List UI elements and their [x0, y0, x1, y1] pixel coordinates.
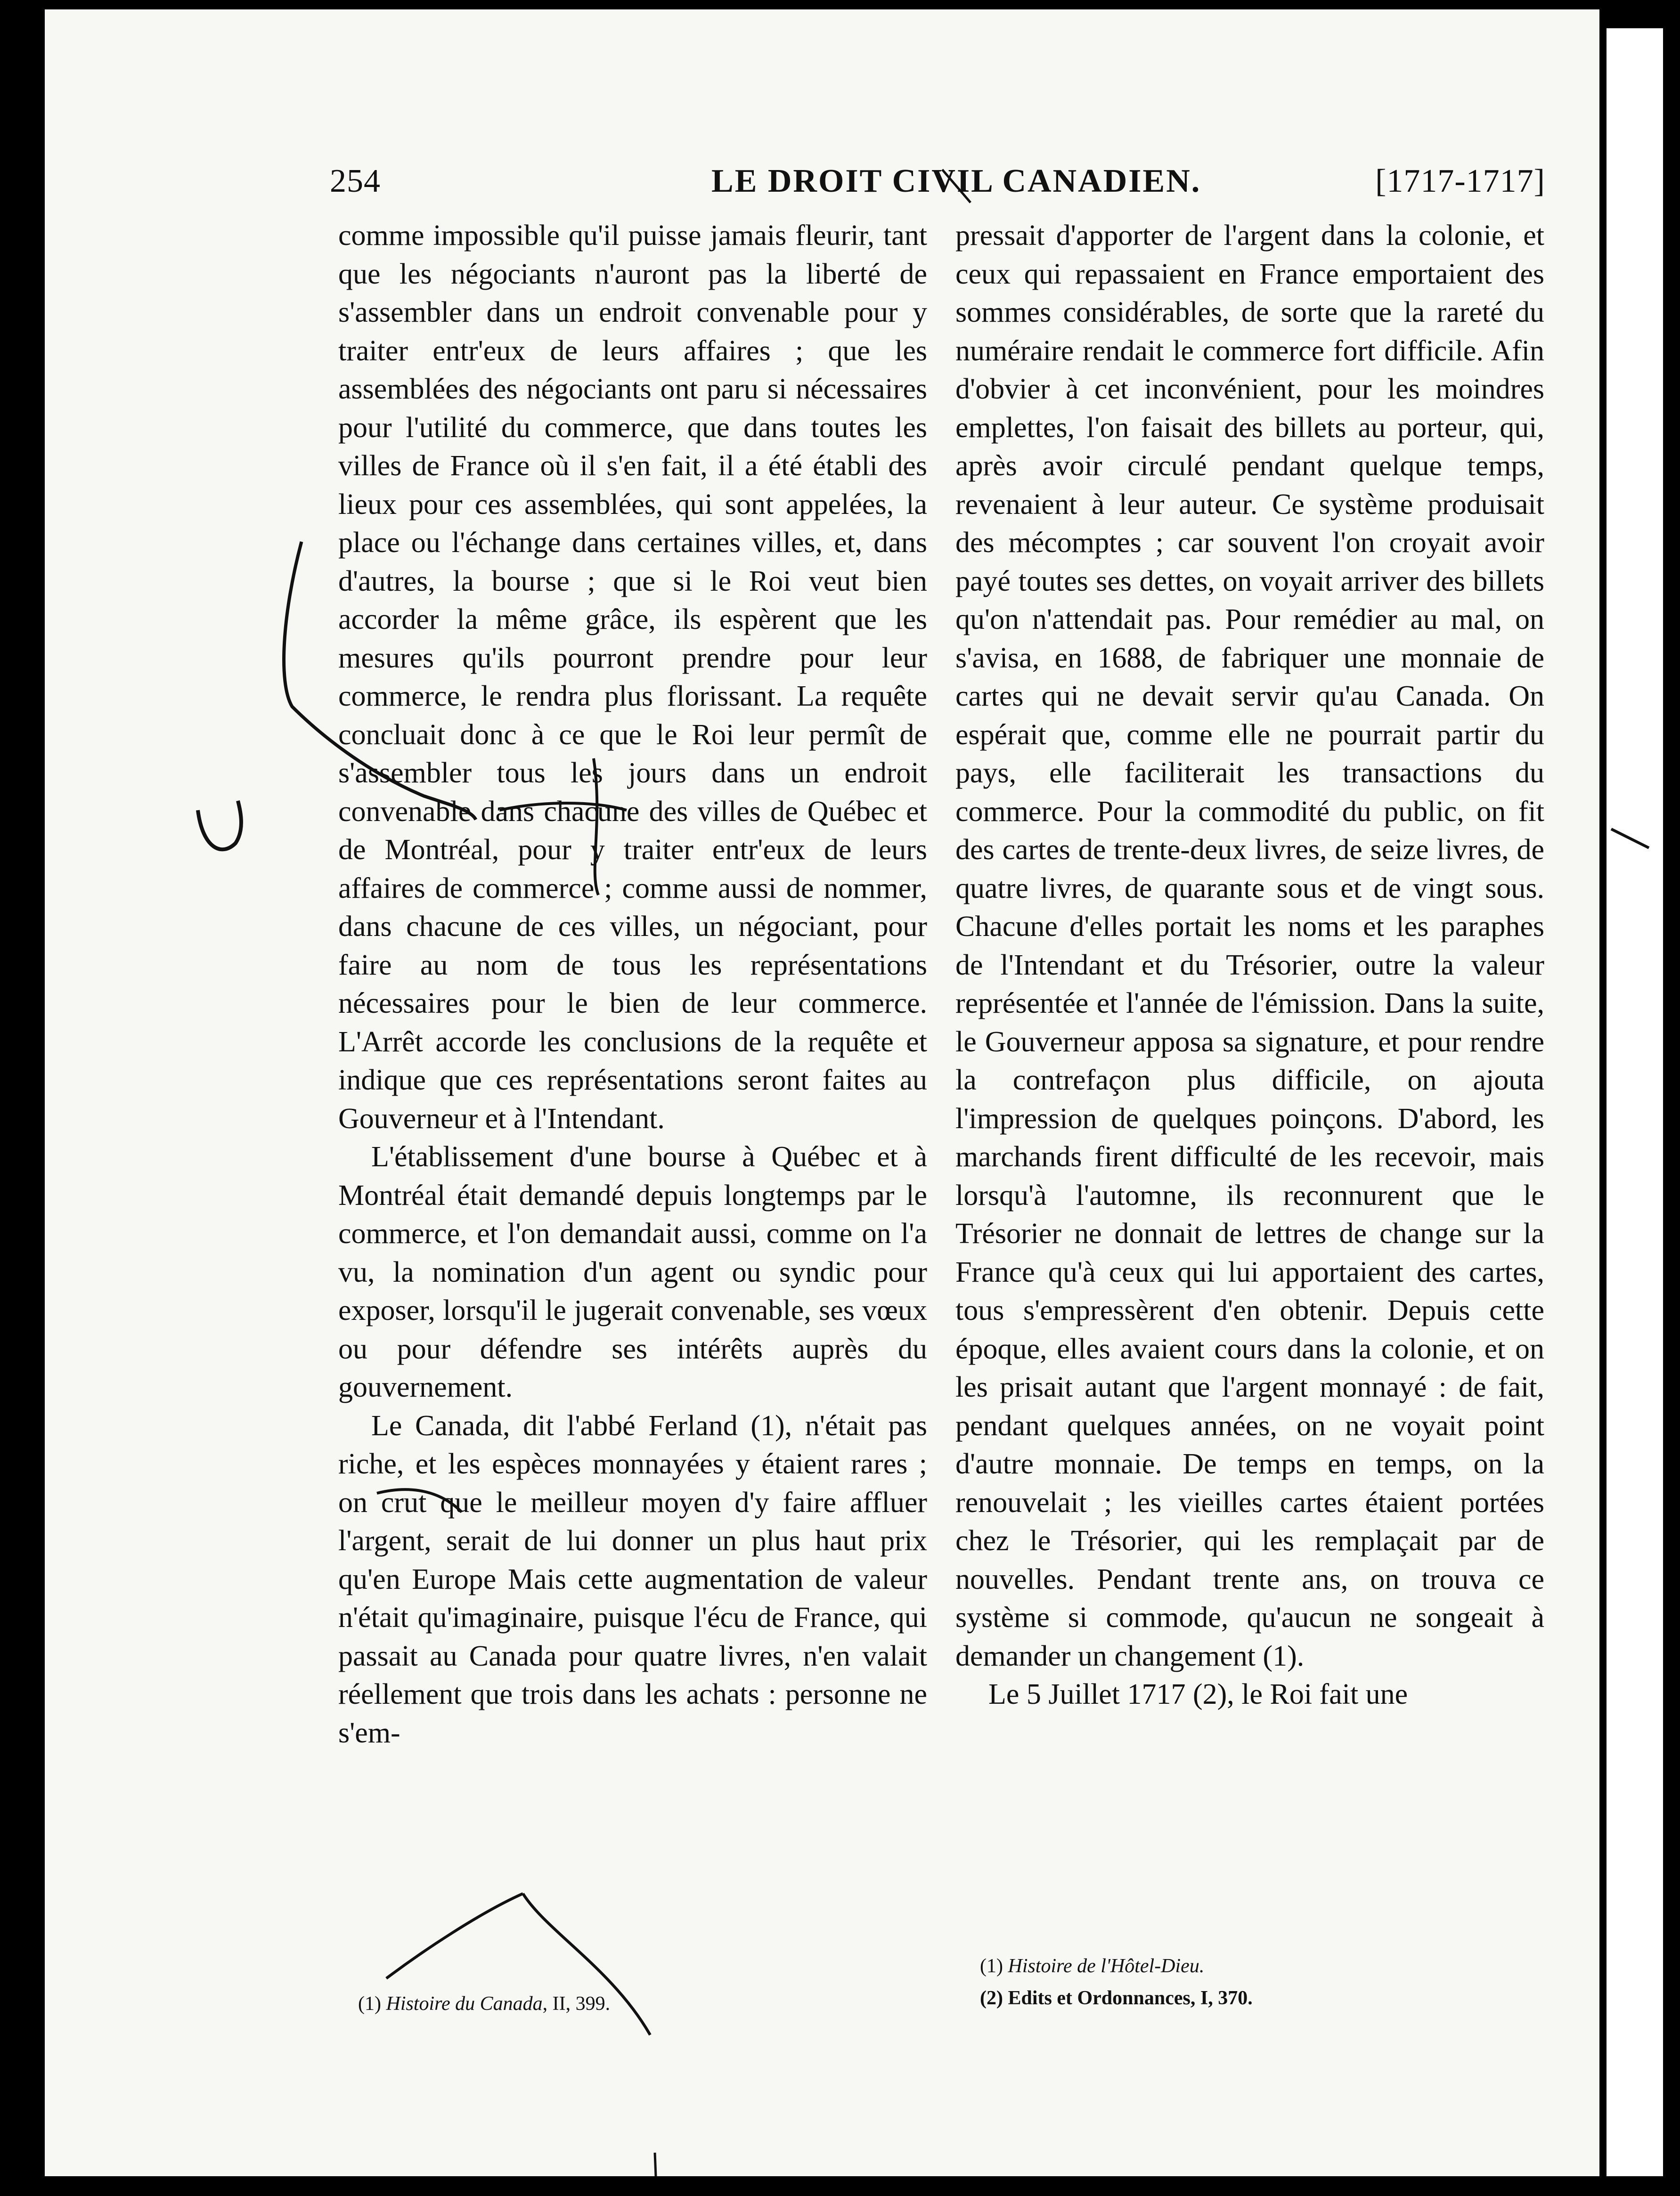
- left-paragraph-2: L'établissement d'une bourse à Québec et à Montréal était demandé depuis longtemps par le commerce, et l'on demandait aussi, comme on l'a vu, la nomination d'un agent ou syndic pour exposer, lorsqu'il le jugerait convenable, ses vœux ou pour défendre ses intérêts auprès du gouvernement.: [338, 1141, 927, 1403]
- left-paragraph-1: comme impossible qu'il puisse jamais fleurir, tant que les négociants n'auront pas la liberté de s'assembler dans un endroit convenable pour y traiter entr'eux de leurs affaires ; que les assemblées des négociants ont paru si nécessaires pour l'utilité du commerce, que dans toutes les villes de France où il s'en fait, il a été établi des lieux pour ces assemblées, qui sont appelées, la place ou l'échange dans certaines villes, et, dans d'autres, la bourse ; que si le Roi veut bien accorder la même grâce, ils espèrent que les mesures qu'ils pourront prendre pour leur commerce, le rendra plus florissant. La requête concluait donc à ce que le Roi leur permît de s'assembler tous les jours dans un endroit convenable dans chacune des villes de Québec et de Montréal, pour y traiter entr'eux de leurs affaires de commerce ; comme aussi de nommer, dans chacune de ces villes, un négociant, pour faire au nom de tous les représentations nécessaires pour le bien de leur commerce. L'Arrêt accorde les conclusions de la requête et indique que ces représentations seront faites au Gouverneur et à l'Intendant.: [338, 220, 927, 1135]
- footnote-item: [980, 1982, 1569, 2014]
- left-paragraph-3: Le Canada, dit l'abbé Ferland (1), n'était pas riche, et les espèces monnayées y étaient rares ; on crut que le meilleur moyen d'y faire affluer l'argent, serait de lui donner un plus haut prix qu'en Europe Mais cette augmentation de valeur n'était qu'imaginaire, puisque l'écu de France, qui passait au Canada pour quatre livres, n'en valait réellement que trois dans les achats : personne ne s'em-: [338, 1409, 927, 1749]
- footnote-title: Histoire du Canada: [386, 1993, 543, 2015]
- adjacent-page-edge: [1607, 28, 1663, 2176]
- year-range: [1717-1717]: [1375, 163, 1545, 199]
- running-title: LE DROIT CIVIL CANADIEN.: [711, 163, 1201, 199]
- footnote-number: (1): [980, 1955, 1003, 1977]
- footnote-number: (1): [358, 1993, 381, 2015]
- right-paragraph-1: pressait d'apporter de l'argent dans la colonie, et ceux qui repassaient en France emportaient des sommes considérables, de sorte que la rareté du numéraire rendait le commerce fort difficile. Afin d'obvier à cet inconvénient, pour les moindres emplettes, l'on faisait des billets au porteur, qui, après avoir circulé pendant quelque temps, revenaient à leur auteur. Ce système produisait des mécomptes ; car souvent l'on croyait avoir payé toutes ses dettes, on voyait arriver des billets qu'on n'attendait pas. Pour remédier au mal, on s'avisa, en 1688, de fabriquer une monnaie de cartes qui ne devait servir qu'au Canada. On espérait que, comme elle ne pourrait partir du pays, elle faciliterait les transactions du commerce. Pour la commodité du public, on fit des cartes de trente-deux livres, de seize livres, de quatre livres, de quarante sous et de vingt sous. Chacune d'elles portait les noms et les paraphes de l'Intendant et du Trésorier, outre la valeur représentée et l'année de l'émission. Dans la suite, le Gouverneur apposa sa signature, et pour rendre la contrefaçon plus difficile, on ajouta l'impression de quelques poinçons. D'abord, les marchands firent difficulté de les recevoir, mais lorsqu'à l'automne, ils reconnurent que le Trésorier ne donnait de lettres de change sur la France qu'à ceux qui lui apportaient des cartes, tous s'empressèrent d'en obtenir. Depuis cette époque, elles avaient cours dans la colonie, et on les prisait autant que l'argent monnayé : de fait, pendant quelques années, on ne voyait point d'autre monnaie. De temps en temps, on la renouvelait ; les vieilles cartes étaient portées chez le Trésorier, qui les remplaçait par de nouvelles. Pendant trente ans, on trouva ce système si commode, qu'aucun ne songeait à demander un changement (1).: [955, 220, 1544, 1672]
- footnote-left: [358, 1988, 947, 2020]
- footnote-item: [980, 1950, 1569, 1982]
- footnote-text: Edits et Ordonnances, I, 370.: [1008, 1987, 1253, 2009]
- footnote-ref: , II, 399.: [542, 1993, 611, 2015]
- footnotes-right: [980, 1950, 1569, 2014]
- footnote-title: Histoire de l'Hôtel-Dieu.: [1008, 1955, 1205, 1977]
- footnote-number: (2): [980, 1987, 1003, 2009]
- left-column: [338, 217, 927, 1752]
- page-number: 254: [330, 163, 381, 199]
- running-head: [330, 163, 1545, 210]
- right-column: [955, 217, 1544, 1714]
- right-paragraph-2: Le 5 Juillet 1717 (2), le Roi fait une: [988, 1678, 1408, 1710]
